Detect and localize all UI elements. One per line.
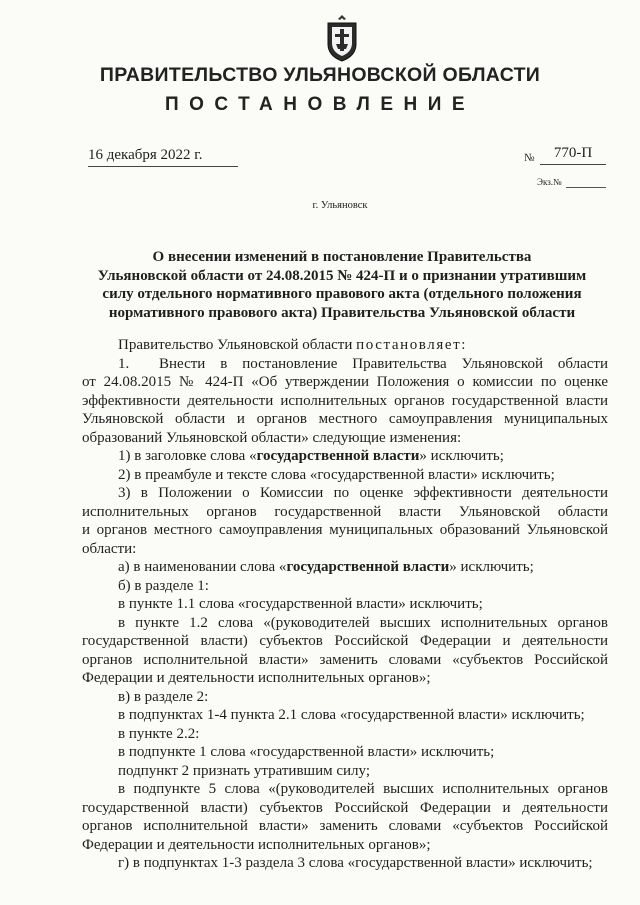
item-bold-text: государственной власти [286, 559, 450, 575]
title-line: Ульяновской области от 24.08.2015 № 424-П и о признании утратившим [97, 267, 587, 284]
paragraph-line: Федерации и деятельности исполнительных органов»; [82, 670, 431, 686]
list-item [82, 447, 608, 466]
list-item: в подпунктах 1-4 пункта 2.1 слова «государственной власти» исключить; [118, 707, 585, 723]
government-name: ПРАВИТЕЛЬСТВО УЛЬЯНОВСКОЙ ОБЛАСТИ [99, 64, 541, 86]
list-item: подпункт 2 признать утратившим силу; [118, 762, 370, 779]
paragraph-line: органов исполнительной власти» заменить словами «субъектов Российской [82, 651, 608, 668]
item-text: » исключить; [449, 559, 534, 575]
paragraph-line: государственной власти) субъектов Российской Федерации и деятельности [82, 633, 608, 649]
paragraph-line: в пункте 1.2 слова «(руководителей высших исполнительных органов [118, 614, 608, 631]
document-body [82, 336, 608, 873]
item-text: » исключить; [419, 448, 504, 464]
paragraph-line: от 24.08.2015 № 424-П «Об утверждении Положения о комиссии по оценке [82, 374, 608, 390]
list-item: б) в разделе 1: [118, 577, 209, 594]
document-date: 16 декабря 2022 г. [88, 147, 238, 167]
item-bold-text: государственной власти [256, 448, 420, 464]
city-name: г. Ульяновск [312, 200, 368, 211]
title-line: силу отдельного нормативного правового акта (отдельного положения [102, 286, 582, 302]
list-item: 2) в преамбуле и тексте слова «государственной власти» исключить; [118, 466, 555, 483]
paragraph-line: исполнительных органов государственной власти Ульяновской области [82, 503, 608, 520]
list-item: в пункте 1.1 слова «государственной власти» исключить; [118, 596, 483, 612]
copy-number-line [566, 187, 606, 188]
paragraph-line: 1. Внести в постановление Правительства Ульяновской области [118, 355, 608, 372]
preamble-verb: постановляет: [356, 337, 468, 353]
paragraph-line: в подпункте 5 слова «(руководителей высших исполнительных органов [118, 781, 608, 797]
document-title [84, 248, 600, 322]
list-item: г) в подпунктах 1-3 раздела 3 слова «государственной власти» исключить; [118, 855, 593, 871]
coat-of-arms-icon [324, 14, 360, 62]
title-line: нормативного правового акта) Правительства Ульяновской области [108, 304, 576, 321]
title-line: О внесении изменений в постановление Правительства [152, 249, 532, 265]
item-text: 1) в заголовке слова « [118, 448, 257, 464]
paragraph-line: государственной власти) субъектов Российской Федерации и деятельности [82, 799, 608, 816]
paragraph-line: Ульяновской области и органов местного самоуправления муниципальных [82, 411, 608, 427]
copy-number-label: Экз.№ [537, 177, 562, 187]
list-item [82, 558, 608, 577]
item-text: а) в наименовании слова « [118, 559, 287, 575]
document-type: ПОСТАНОВЛЕНИЕ [164, 94, 476, 115]
paragraph-line: эффективности деятельности исполнительных органов государственной власти [82, 392, 608, 409]
paragraph-line: области: [82, 540, 137, 557]
paragraph-line: и органов местного самоуправления муниципальных образований Ульяновской [82, 522, 608, 538]
paragraph-line: Федерации и деятельности исполнительных органов»; [82, 836, 431, 853]
preamble [82, 336, 608, 355]
paragraph-line: образований Ульяновской области» следующие изменения: [82, 429, 462, 446]
preamble-text: Правительство Ульяновской области [118, 337, 357, 353]
paragraph-line: 3) в Положении о Комиссии по оценке эффективности деятельности [118, 485, 608, 501]
document-number: 770-П [540, 145, 606, 165]
list-item: в) в разделе 2: [118, 688, 209, 705]
number-sign: № [524, 152, 535, 164]
paragraph-line: органов исполнительной власти» заменить словами «субъектов Российской [82, 818, 608, 834]
list-item: в подпункте 1 слова «государственной власти» исключить; [118, 744, 495, 760]
list-item: в пункте 2.2: [118, 725, 200, 742]
